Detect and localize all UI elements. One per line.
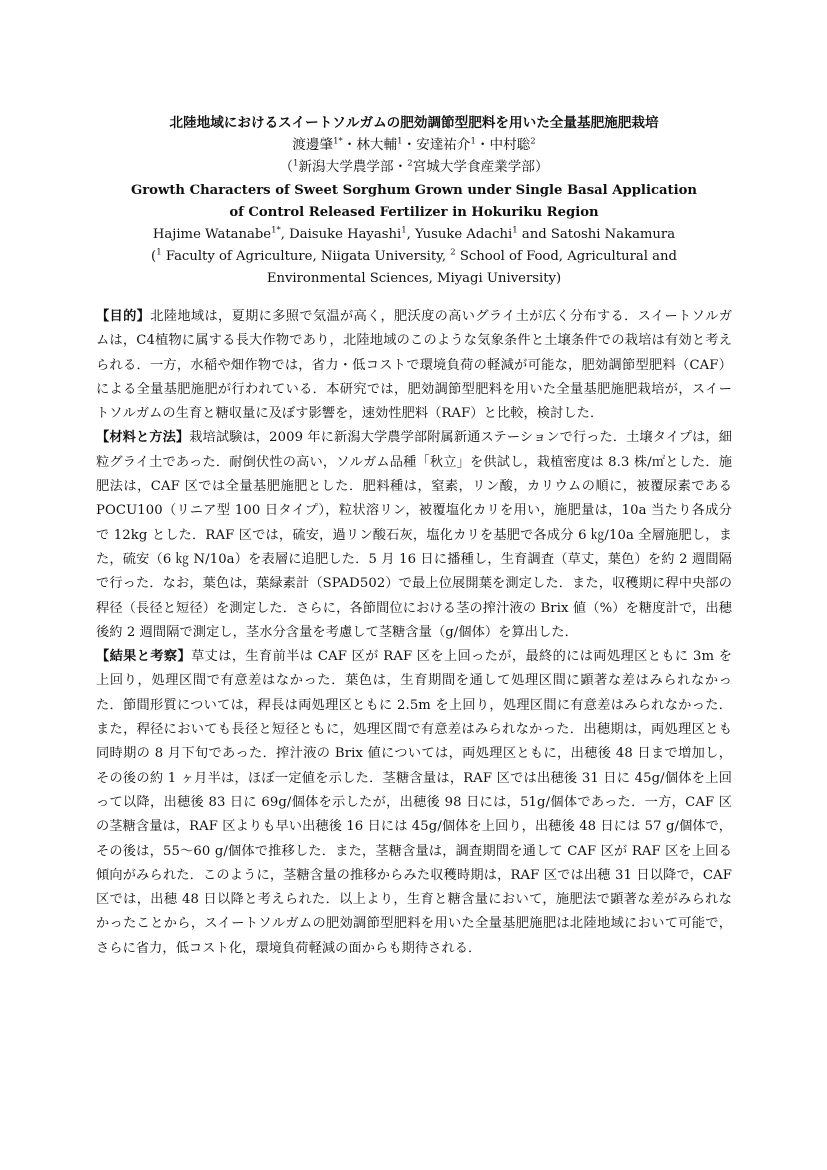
english-title-line: Growth Characters of Sweet Sorghum Grown under Single Basal Application bbox=[130, 183, 698, 198]
author-name: , Daisuke Hayashi bbox=[280, 227, 402, 242]
paper-page bbox=[96, 112, 732, 961]
section-text: 草丈は，生育前半は CAF 区が RAF 区を上回ったが，最終的には両処理区ともに 3m を上回り，処理区間で有意差はなかった．葉色は，生育期間を通して処理区間に顕著な差はみられなかった．節間形質については，稈長は両処理区ともに 2.5m を上回り，処理区間に有意差はみられなかった．また，稈径においても長径と短径ともに，処理区間で有意差はみられなかった．出穂期は，両処理区とも同時期の 8 月下旬であった．搾汁液の Brix 値については，両処理区ともに，出穂後 48 日まで増加し，その後の約 1 ヶ月半は，ほぼ一定値を示した．茎糖含量は，RAF 区では出穂後 31 日に 45g/個体を上回って以降，出穂後 83 日に 69g/個体を示したが，出穂後 98 日には，51g/個体であった．一方，CAF 区の茎糖含量は，RAF 区よりも早い出穂後 16 日には 45g/個体を上回り，出穂後 48 日には 57 g/個体で，その後は，55〜60 g/個体で推移した．また，茎糖含量は，調査期間を通して CAF 区が RAF 区を上回る傾向がみられた．このように，茎糖含量の推移からみた収穫時期は，RAF 区では出穂 31 日以降で，CAF 区では，出穂 48 日以降と考えられた．以上より，生育と糖含量において，施肥法で顕著な差がみられなかったことから，スイートソルガムの肥効調節型肥料を用いた全量基肥施肥は北陸地域において可能で，さらに省力，低コスト化，環境負荷軽減の面からも期待される． bbox=[96, 649, 732, 956]
affil-niigata: 新潟大学農学部・ bbox=[298, 159, 408, 175]
section-results bbox=[96, 645, 732, 961]
japanese-authors bbox=[96, 134, 732, 156]
english-authors bbox=[96, 224, 732, 246]
author-mark: 2 bbox=[530, 136, 536, 147]
affil-mark: 1 bbox=[293, 158, 299, 169]
section-heading: 【結果と考察】 bbox=[96, 649, 192, 665]
section-heading: 【目的】 bbox=[96, 309, 151, 324]
author-separator: ・ bbox=[402, 137, 417, 153]
affil-open: ( bbox=[151, 249, 157, 264]
english-affiliations bbox=[96, 246, 732, 290]
section-purpose bbox=[96, 305, 732, 426]
affil-mark: 2 bbox=[407, 158, 413, 169]
author-name: 林大輔 bbox=[356, 137, 398, 153]
section-text: 北陸地域は，夏期に多照で気温が高く，肥沃度の高いグライ土が広く分布する．スイートソルガムは，C4植物に属する長大作物であり，北陸地域のこのような気象条件と土壌条件での栽培は有効と考えられる．一方，水稲や畑作物では，省力・低コストで環境負荷の軽減が可能な，肥効調節型肥料（CAF）による全量基肥施肥が行われている．本研究では，肥効調節型肥料を用いた全量基肥施肥栽培が，スイートソルガムの生育と糖収量に及ぼす影響を，速効性肥料（RAF）と比較，検討した． bbox=[96, 309, 732, 422]
english-affil-line bbox=[96, 246, 732, 268]
english-affil-line: Environmental Sciences, Miyagi University) bbox=[266, 271, 562, 286]
author-name: 中村聡 bbox=[489, 137, 531, 153]
english-title-line: of Control Released Fertilizer in Hokuriku Region bbox=[229, 205, 599, 220]
author-name: , Yusuke Adachi bbox=[406, 227, 513, 242]
author-name: 安達祐介 bbox=[416, 137, 471, 153]
affil-mark: 2 bbox=[450, 247, 456, 258]
affil-miyagi: 宮城大学食産業学部） bbox=[412, 159, 549, 175]
author-mark: 1 bbox=[397, 136, 403, 147]
author-mark: 1* bbox=[333, 136, 343, 147]
affil-mark: 1 bbox=[156, 247, 162, 258]
author-name: Hajime Watanabe bbox=[152, 227, 272, 242]
author-name: and Satoshi Nakamura bbox=[517, 227, 676, 242]
section-text: 栽培試験は，2009 年に新潟大学農学部附属新通ステーションで行った．土壌タイプは，細粒グライ土であった．耐倒伏性の高い，ソルガム品種「秋立」を供試し，栽植密度は 8.3 株/㎡とした．施肥法は，CAF 区では全量基肥施肥とした．肥料種は，窒素，リン酸，カリウムの順に，被覆尿素である POCU100（リニア型 100 日タイプ），粒状溶リン，被覆塩化カリを用い，施肥量は，10a 当たり各成分で 12kg とした．RAF 区では，硫安，過リン酸石灰，塩化カリを基肥で各成分 6 ㎏/10a 全層施肥し，また，硫安（6 ㎏ N/10a）を表層に追肥した．5 月 16 日に播種し，生育調査（草丈，葉色）を約 2 週間隔で行った．なお，葉色は，葉緑素計（SPAD502）で最上位展開葉を測定した．また，収穫期に稈中央部の稈径（長径と短径）を測定した．さらに，各節間位における茎の搾汁液の Brix 値（%）を糖度計で，出穂後約 2 週間隔で測定し，茎水分含量を考慮して茎糖含量（g/個体）を算出した． bbox=[96, 430, 732, 640]
japanese-title: 北陸地域におけるスイートソルガムの肥効調節型肥料を用いた全量基肥施肥栽培 bbox=[169, 115, 659, 131]
author-mark: 1 bbox=[401, 225, 407, 236]
english-title bbox=[96, 180, 732, 224]
author-name: 渡邊肇 bbox=[292, 137, 334, 153]
author-mark: 1 bbox=[470, 136, 476, 147]
affil-niigata: Faculty of Agriculture, Niigata University, bbox=[161, 249, 451, 264]
author-separator: ・ bbox=[475, 137, 490, 153]
affil-miyagi: School of Food, Agricultural and bbox=[455, 249, 677, 264]
author-separator: ・ bbox=[342, 137, 357, 153]
author-mark: 1* bbox=[271, 225, 281, 236]
japanese-affiliations bbox=[96, 156, 732, 178]
section-heading: 【材料と方法】 bbox=[96, 430, 190, 446]
section-methods bbox=[96, 426, 732, 645]
abstract-body bbox=[96, 305, 732, 961]
affil-open: （ bbox=[279, 159, 294, 175]
author-mark: 1 bbox=[512, 225, 518, 236]
